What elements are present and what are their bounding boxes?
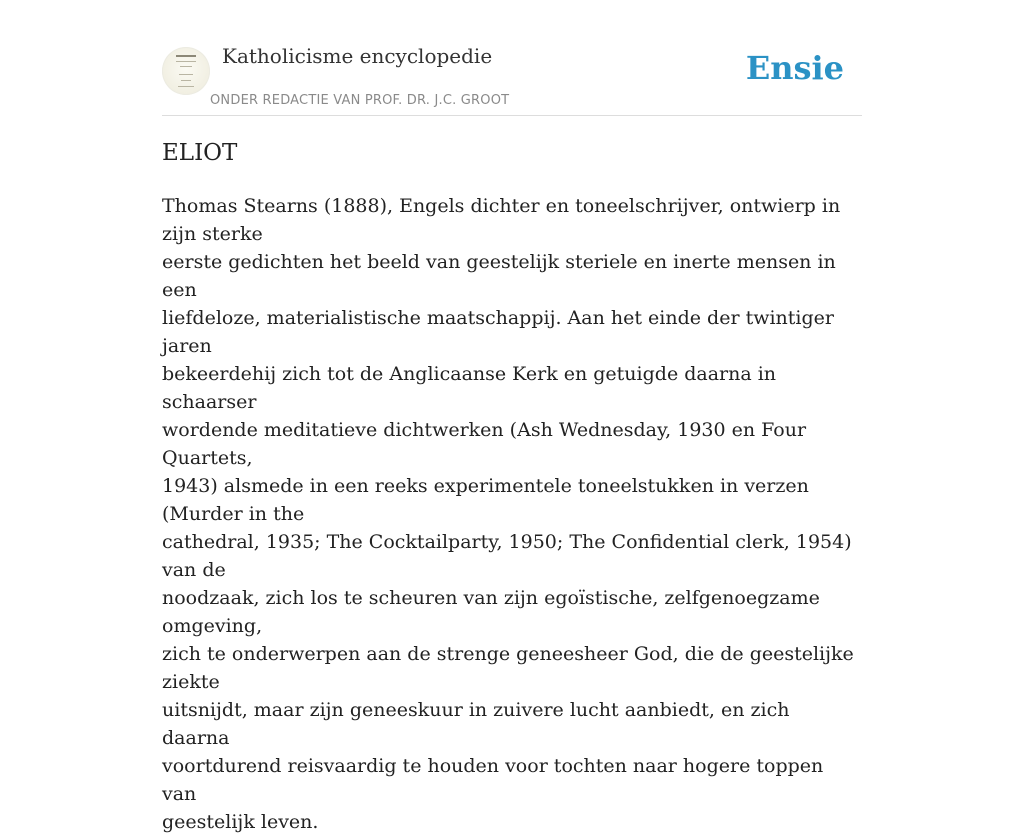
- entry-body-text: Thomas Stearns (1888), Engels dichter en toneelschrijver, ontwierp in zijn sterke eerste gedichten het beeld van geestelijk steriele en inerte mensen in een liefdeloze, materialistische maatschappij. Aan het einde der twintiger jaren bekeerdehij zich tot de Anglicaanse Kerk en getuigde daarna in schaarser wordende meditatieve dichtwerken (Ash Wednesday, 1930 en Four Quartets, 1943) alsmede in een reeks experimentele toneelstukken in verzen (Murder in the cathedral, 1935; The Cocktailparty, 1950; The Confidential clerk, 1954) van de noodzaak, zich los te scheuren van zijn egoïstische, zelfgenoegzame omgeving, zich te onderwerpen aan de strenge geneesheer God, die de geestelijke ziekte uitsnijdt, maar zijn geneeskuur in zuivere lucht aanbiedt, en zich daarna voortdurend reisvaardig te houden voor tochten naar hogere toppen van geestelijk leven.: [162, 195, 854, 833]
- cover-text-line: [180, 66, 192, 67]
- cover-title-line: [176, 55, 196, 57]
- book-cover-icon[interactable]: [162, 47, 210, 95]
- publication-title-link[interactable]: Katholicisme encyclopedie: [222, 44, 493, 68]
- publication-header: [162, 40, 862, 116]
- cover-text-line: [179, 74, 193, 75]
- cover-text-line: [181, 80, 191, 81]
- cover-text-line: [176, 61, 196, 62]
- entry-headword: ELIOT: [162, 140, 238, 166]
- ensie-logo-link[interactable]: Ensie: [745, 49, 844, 87]
- cover-text-line: [178, 86, 194, 87]
- editor-line: ONDER REDACTIE VAN PROF. DR. J.C. GROOT: [210, 93, 510, 108]
